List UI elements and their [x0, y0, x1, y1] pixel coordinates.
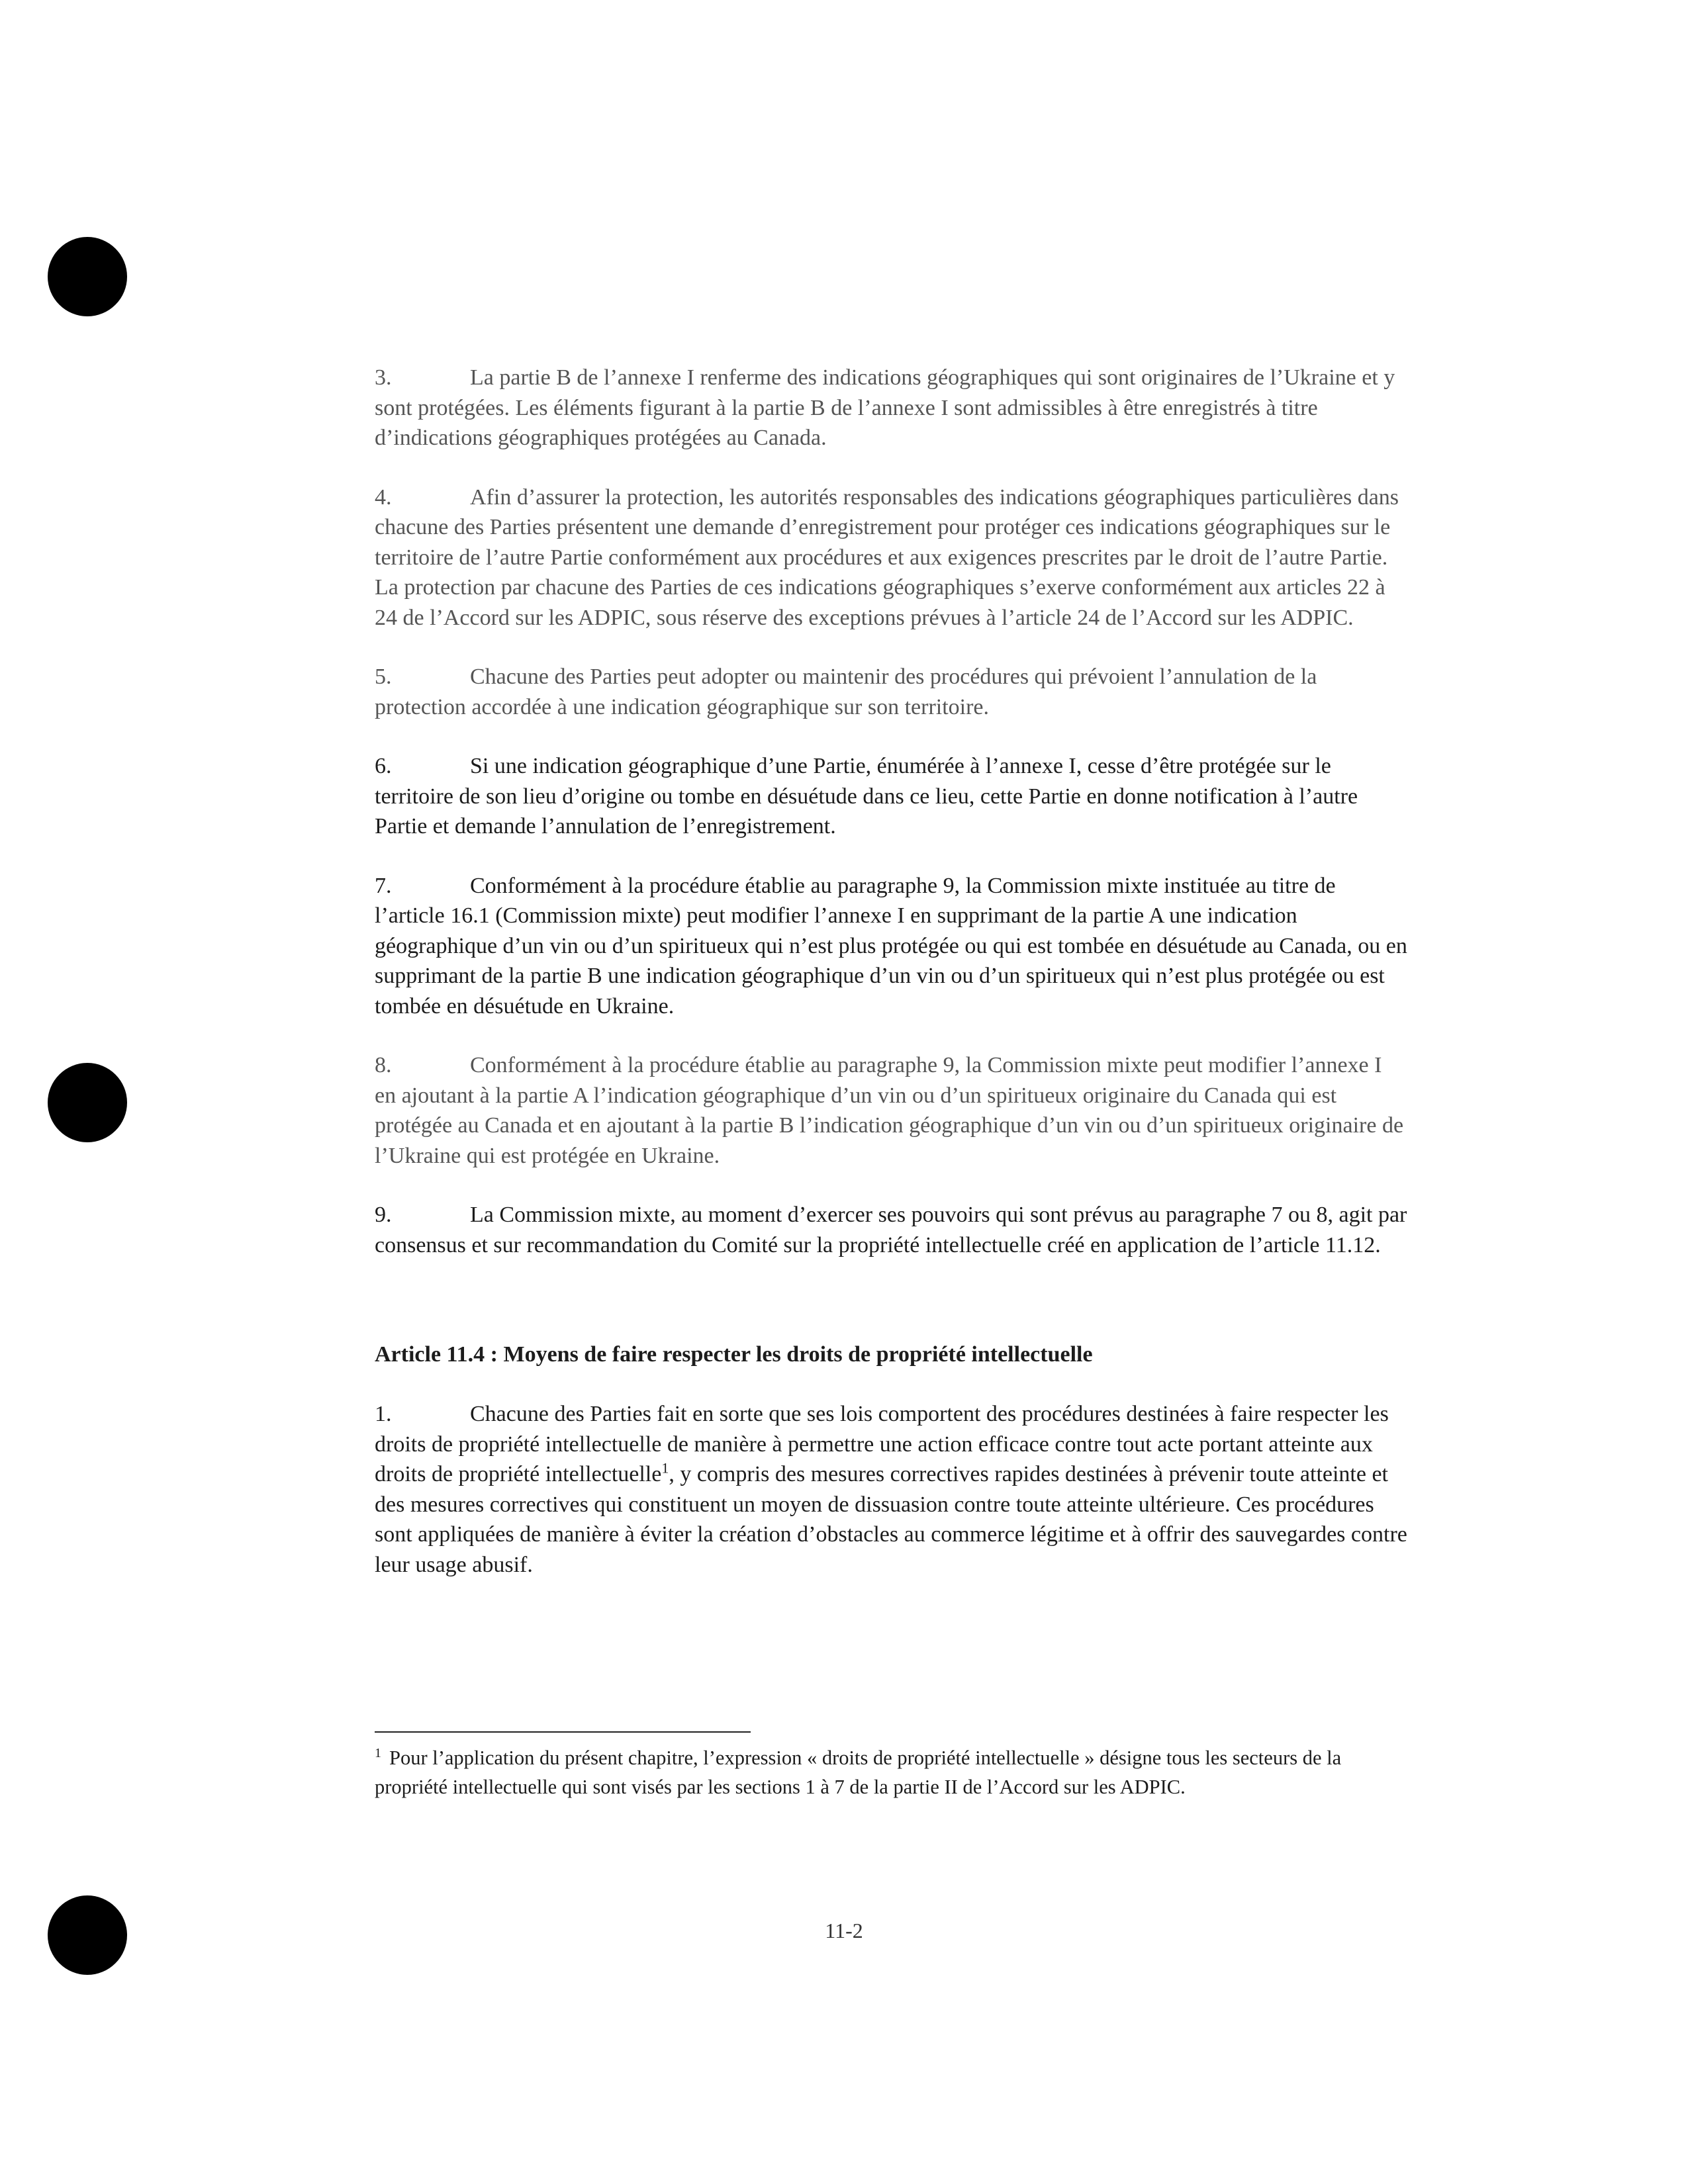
- footnote-text: Pour l’application du présent chapitre, l’expression « droits de propriété intellectuelle » désigne tous les secteurs de la propriété intellectuelle qui sont visés par les sections 1 à 7 de la partie II de l’Accord sur les ADPIC.: [375, 1747, 1342, 1798]
- punch-hole-top: [48, 237, 127, 316]
- paragraph-7: [375, 871, 1407, 1022]
- paragraph-5: [375, 662, 1407, 722]
- paragraph-number: 4.: [375, 484, 392, 510]
- paragraph-text: La partie B de l’annexe I renferme des indications géographiques qui sont originaires de l’Ukraine et y sont protégées. Les éléments figurant à la partie B de l’annexe I sont admissibles à être enregistrés à titre d’indications géographiques protégées au Canada.: [375, 365, 1395, 450]
- article-paragraph-1: [375, 1399, 1407, 1580]
- footnote-marker: 1: [375, 1745, 381, 1760]
- paragraph-number: 8.: [375, 1053, 392, 1077]
- footnote-reference: 1: [661, 1459, 669, 1477]
- article-heading: Article 11.4 : Moyens de faire respecter les droits de propriété intellectuelle: [375, 1342, 1093, 1367]
- paragraph-number: 9.: [375, 1203, 392, 1227]
- paragraph-number: 6.: [375, 754, 392, 778]
- paragraph-text: Si une indication géographique d’une Partie, énumérée à l’annexe I, cesse d’être protégée sur le territoire de son lieu d’origine ou tombe en désuétude dans ce lieu, cette Partie en donne notification à l’autre Partie et demande l’annulation de l’enregistrement.: [375, 754, 1358, 839]
- paragraph-text: La Commission mixte, au moment d’exercer ses pouvoirs qui sont prévus au paragraphe 7 ou 8, agit par consensus et sur recommandation du Comité sur la propriété intellectuelle créé en application de l’article 11.12.: [375, 1203, 1407, 1257]
- paragraph-text: Conformément à la procédure établie au paragraphe 9, la Commission mixte peut modifier l’annexe I en ajoutant à la partie A l’indication géographique d’un vin ou d’un spiritueux originaire du Canada qui est protégée au Canada et en ajoutant à la partie B l’indication géographique d’un vin ou d’un spiritueux originaire de l’Ukraine qui est protégée en Ukraine.: [375, 1053, 1404, 1168]
- paragraph-number: 3.: [375, 365, 392, 390]
- footnote-separator: [375, 1731, 751, 1733]
- paragraph-9: [375, 1200, 1407, 1260]
- paragraph-number: 1.: [375, 1402, 392, 1426]
- paragraph-text: Conformément à la procédure établie au paragraphe 9, la Commission mixte instituée au titre de l’article 16.1 (Commission mixte) peut modifier l’annexe I en supprimant de la partie A une indication géographique d’un vin ou d’un spiritueux qui n’est plus protégée ou qui est tombée en désuétude au Canada, ou en supprimant de la partie B une indication géographique d’un vin ou d’un spiritueux qui n’est plus protégée ou est tombée en désuétude en Ukraine.: [375, 873, 1407, 1019]
- paragraph-text: Chacune des Parties peut adopter ou maintenir des procédures qui prévoient l’annulation de la protection accordée à une indication géographique sur son territoire.: [375, 664, 1317, 719]
- paragraph-6: [375, 751, 1407, 842]
- paragraph-text: Afin d’assurer la protection, les autorités responsables des indications géographiques particulières dans chacune des Parties présentent une demande d’enregistrement pour protéger ces indications géographiques sur le territoire de l’autre Partie conformément aux procédures et aux exigences prescrites par le droit de l’autre Partie. La protection par chacune des Parties de ces indications géographiques s’exerve conformément aux articles 22 à 24 de l’Accord sur les ADPIC, sous réserve des exceptions prévues à l’article 24 de l’Accord sur les ADPIC.: [375, 484, 1399, 630]
- punch-hole-middle: [48, 1063, 127, 1142]
- paragraph-text-after-note: , y compris des mesures correctives rapides destinées à prévenir toute atteinte et des mesures correctives qui constituent un moyen de dissuasion contre toute atteinte ultérieure. Ces procédures sont appliquées de manière à éviter la création d’obstacles au commerce légitime et à offrir des sauvegardes contre leur usage abusif.: [375, 1462, 1407, 1577]
- paragraph-3: [375, 363, 1407, 453]
- paragraph-number: 7.: [375, 873, 392, 898]
- paragraph-text-before-note: Chacune des Parties fait en sorte que ses lois comportent des procédures destinées à faire respecter les droits de propriété intellectuelle de manière à permettre une action efficace contre tout acte portant atteinte aux droits de propriété intellectuelle: [375, 1402, 1389, 1486]
- document-body: [375, 363, 1407, 1609]
- page-number: 11-2: [825, 1919, 863, 1942]
- paragraph-4: [375, 482, 1407, 633]
- footnote: [375, 1743, 1407, 1801]
- paragraph-8: [375, 1050, 1407, 1171]
- paragraph-number: 5.: [375, 664, 392, 689]
